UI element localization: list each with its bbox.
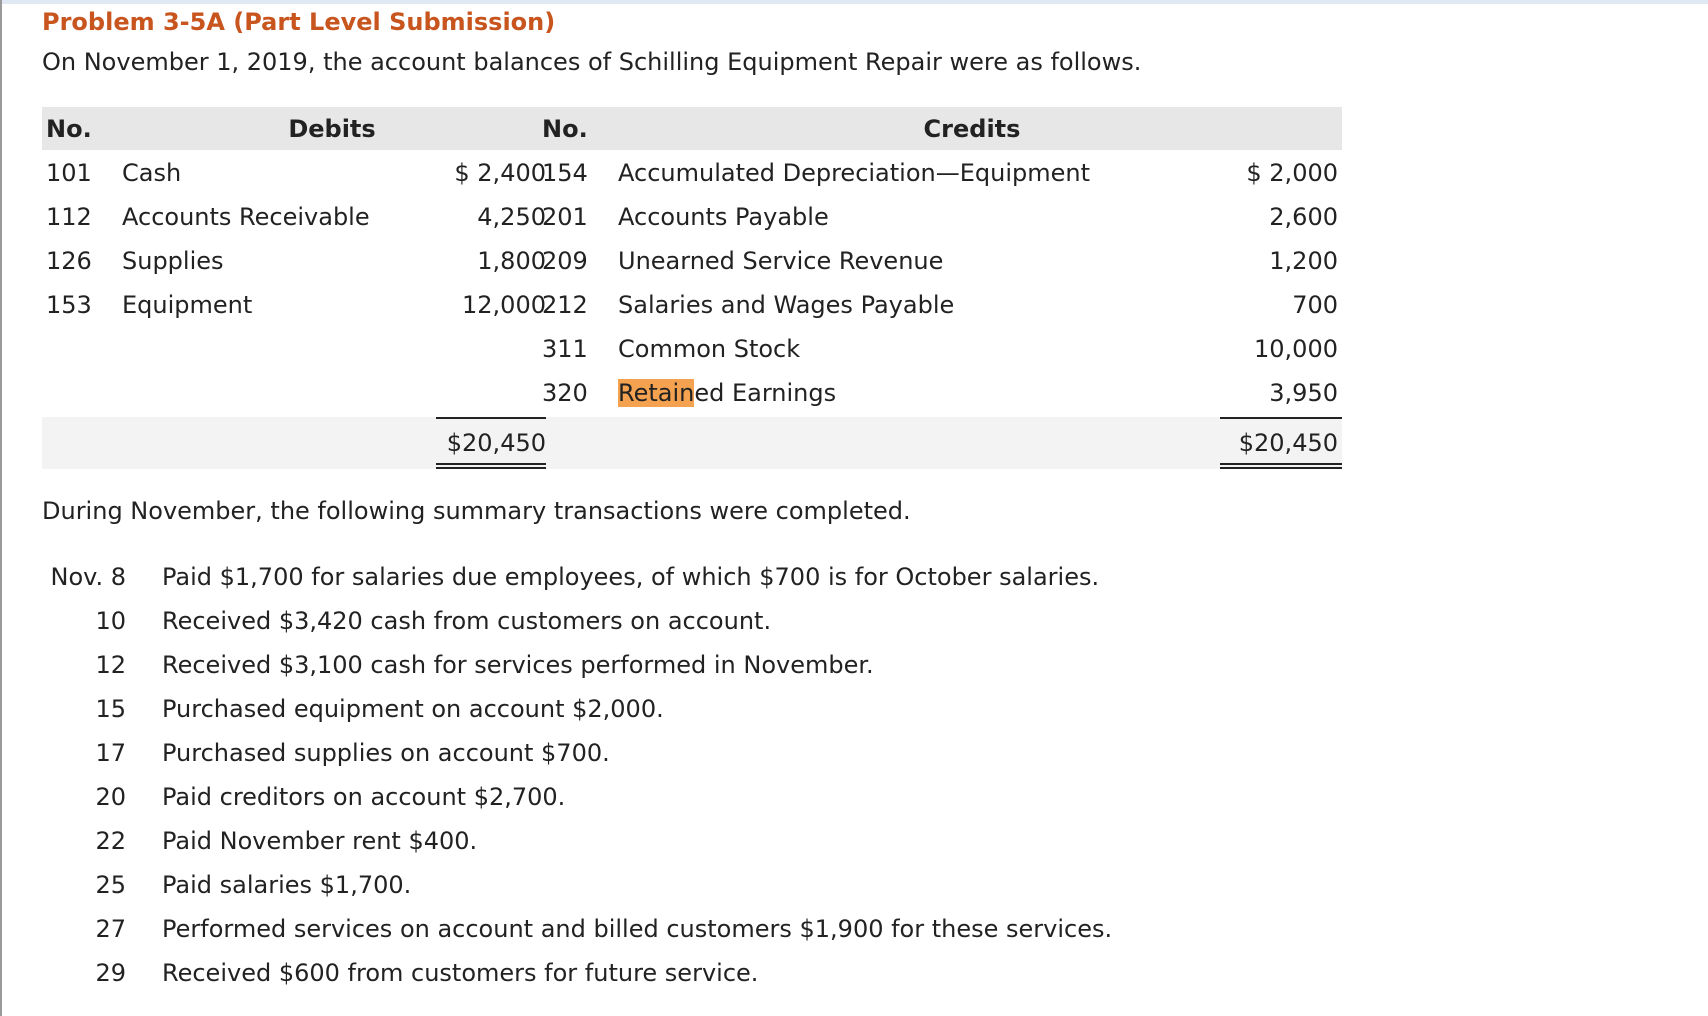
credit-account-name [618,239,943,283]
debit-account-no [46,327,106,371]
header-debits: Debits [288,115,376,143]
credit-amount: 3,950 [1269,379,1338,407]
search-highlight: Retain [618,379,695,407]
credit-name-text: Accumulated Depreciation—Equipment [618,159,1091,187]
transaction-row [42,951,1242,995]
credit-account-name [618,327,800,371]
debit-amount: 4,250 [477,203,546,231]
transaction-row [42,599,1242,643]
credit-account-name [618,151,1090,195]
credit-account-no: 154 [542,159,588,187]
credit-name-text-rest: ed Earnings [694,379,837,407]
problem-title: Problem 3-5A (Part Level Submission) [42,8,556,36]
transaction-date: 12 [95,651,126,679]
transaction-row [42,731,1242,775]
transaction-description: Purchased equipment on account $2,000. [162,695,664,723]
transaction-description: Purchased supplies on account $700. [162,739,610,767]
credit-name-text: Common Stock [618,335,801,363]
transaction-date: 15 [95,695,126,723]
credit-amount: 10,000 [1254,335,1338,363]
transaction-row [42,907,1242,951]
transaction-row [42,643,1242,687]
credit-total-rule [1220,417,1342,419]
transaction-row [42,819,1242,863]
transaction-date: 22 [95,827,126,855]
transaction-date: 29 [95,959,126,987]
debit-amount: 12,000 [462,291,546,319]
credit-amount: $ 2,000 [1246,159,1338,187]
transaction-row [42,687,1242,731]
credit-account-no: 209 [542,247,588,275]
transaction-description: Paid November rent $400. [162,827,478,855]
transactions-heading: During November, the following summary transactions were completed. [42,497,911,525]
credit-amount: 1,200 [1269,247,1338,275]
transaction-date: 25 [95,871,126,899]
credit-account-no: 212 [542,291,588,319]
debit-amount: $ 2,400 [454,159,546,187]
debit-amount [392,327,546,371]
credit-name-text: Salaries and Wages Payable [618,291,955,319]
transaction-description: Paid salaries $1,700. [162,871,412,899]
transaction-row [42,863,1242,907]
transaction-row [42,555,1242,599]
page-top-border [0,0,1708,4]
debit-total-double-rule [436,463,546,469]
credit-account-name [618,283,954,327]
header-debit-no: No. [46,115,92,143]
credit-account-name [618,195,829,239]
transaction-description: Received $600 from customers for future service. [162,959,759,987]
debit-amount: 1,800 [477,247,546,275]
transaction-date: 10 [95,607,126,635]
debit-account-no: 126 [46,247,92,275]
transaction-description: Paid creditors on account $2,700. [162,783,566,811]
debit-account-name: Cash [122,159,182,187]
table-header-row [42,107,1342,150]
transaction-date: 20 [95,783,126,811]
credit-name-text: Unearned Service Revenue [618,247,944,275]
credit-account-name [618,371,836,415]
problem-intro: On November 1, 2019, the account balances of Schilling Equipment Repair were as follows. [42,48,1142,76]
transaction-date: 17 [95,739,126,767]
credit-total-double-rule [1220,463,1342,469]
transaction-date: Nov. 8 [50,563,126,591]
debit-account-no [46,371,106,415]
credit-account-no: 320 [542,379,588,407]
header-credit-no: No. [542,115,588,143]
transaction-date: 27 [95,915,126,943]
credit-amount: 700 [1292,291,1338,319]
debit-account-no: 101 [46,159,92,187]
debit-account-name: Equipment [122,291,253,319]
credit-total: $20,450 [1238,429,1338,457]
transaction-row [42,775,1242,819]
credit-amount: 2,600 [1269,203,1338,231]
page-left-border [0,0,2,1016]
transaction-description: Paid $1,700 for salaries due employees, of which $700 is for October salaries. [162,563,1100,591]
transaction-description: Performed services on account and billed customers $1,900 for these services. [162,915,1113,943]
debit-account-name: Supplies [122,247,224,275]
debit-total: $20,450 [446,429,546,457]
debit-account-no: 153 [46,291,92,319]
credit-account-no: 201 [542,203,588,231]
debit-amount [392,371,546,415]
debit-total-rule [436,417,546,419]
credit-name-text: Accounts Payable [618,203,829,231]
header-credits: Credits [923,115,1021,143]
debit-account-no: 112 [46,203,92,231]
debit-account-name: Accounts Receivable [122,203,370,231]
credit-account-no: 311 [542,335,588,363]
transaction-description: Received $3,100 cash for services performed in November. [162,651,874,679]
account-balances-table [42,107,1342,469]
transaction-description: Received $3,420 cash from customers on account. [162,607,772,635]
